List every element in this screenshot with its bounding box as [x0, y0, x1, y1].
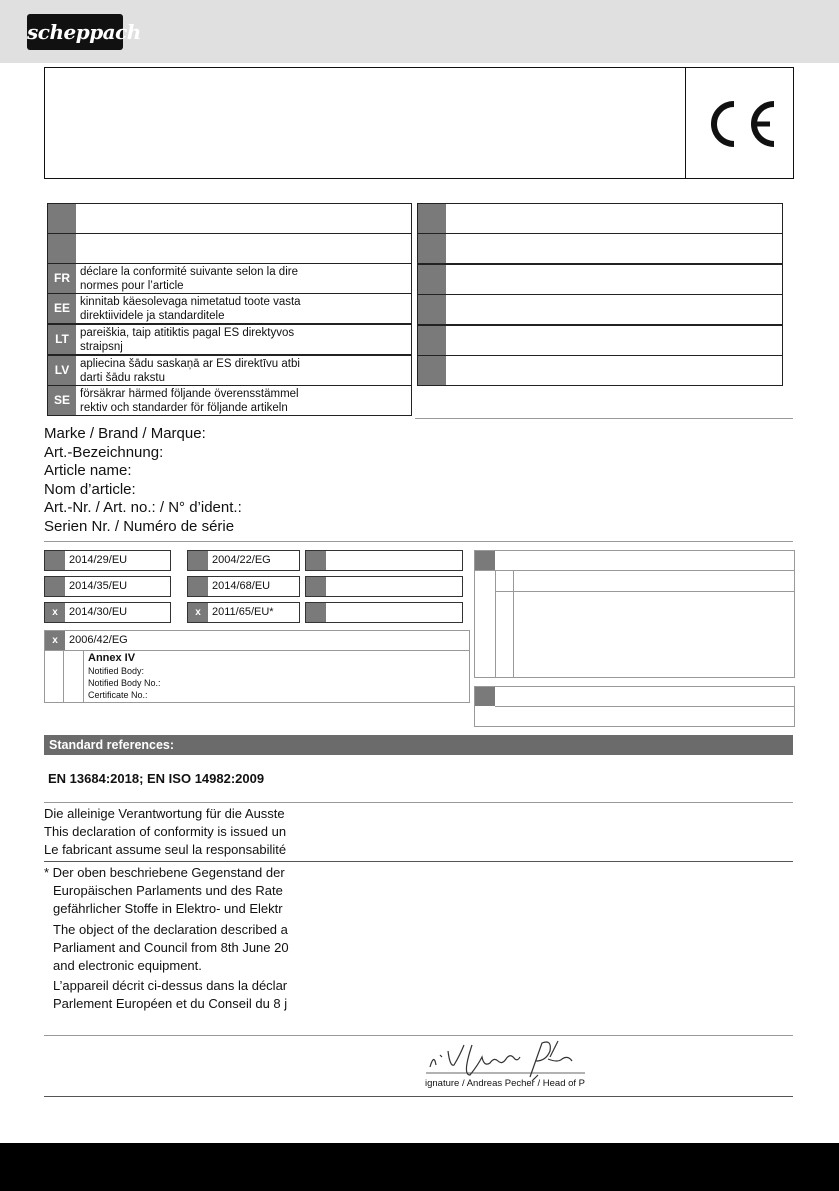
responsibility-block: [44, 805, 286, 859]
language-text: apliecina šādu saskaņā ar ES direktīvu atbi darti šādu rakstu: [80, 358, 300, 384]
notified-body-no-label: Notified Body No.:: [88, 678, 161, 688]
language-code-cell: [418, 204, 446, 233]
language-code-cell: [418, 234, 446, 263]
directive-checkbox: x: [188, 603, 208, 622]
rohs-note-de: [44, 864, 285, 918]
rohs-de-line: * Der oben beschriebene Gegenstand der: [44, 865, 285, 880]
language-code: SE: [48, 386, 76, 415]
annex-title: Annex IV: [88, 652, 136, 664]
rohs-en-line: The object of the declaration described a: [53, 922, 288, 937]
ce-mark-icon: [702, 98, 778, 150]
box-marker: [475, 687, 495, 706]
signature-caption: ignature / Andreas Pecher / Head of P: [425, 1078, 586, 1089]
divider: [495, 706, 794, 707]
divider: [44, 861, 793, 862]
divider: [63, 650, 64, 702]
directive-label: 2014/29/EU: [69, 554, 128, 566]
directive-label: 2014/35/EU: [69, 580, 128, 592]
divider: [45, 650, 469, 651]
directive-checkbox: [45, 577, 65, 596]
box-marker: [475, 551, 495, 570]
divider: [44, 1096, 793, 1097]
language-row: [417, 233, 783, 264]
language-row-se: [47, 385, 412, 416]
directive-checkbox: [188, 551, 208, 570]
standard-references-heading: Standard references:: [49, 738, 175, 752]
directive-box: [44, 602, 171, 623]
language-code: EE: [48, 294, 76, 323]
directive-box-empty: [305, 576, 463, 597]
language-code: [48, 204, 76, 233]
directive-label: 2004/22/EG: [212, 554, 271, 566]
language-text: déclare la conformité suivante selon la dire normes pour l’article: [80, 266, 298, 292]
directive-label: 2014/68/EU: [212, 580, 271, 592]
language-text: pareiškia, taip atitiktis pagal ES direktyvos straipsnj: [80, 327, 295, 353]
directive-box: [187, 576, 300, 597]
rohs-en-line: Parliament and Council from 8th June 20: [53, 940, 289, 955]
rohs-note-fr: [53, 977, 287, 1013]
responsibility-de: Die alleinige Verantwortung für die Ausste: [44, 806, 285, 821]
rohs-de-line: Europäischen Parlaments und des Rate: [53, 883, 283, 898]
directive-checkbox: [188, 577, 208, 596]
directive-checkbox: [306, 577, 326, 596]
rohs-note-en: [53, 921, 289, 975]
machinery-directive-box: [44, 630, 470, 703]
standard-references-bar: [44, 735, 793, 755]
ce-divider: [685, 67, 686, 179]
directive-checkbox: [306, 603, 326, 622]
language-row: [417, 203, 783, 234]
brand-label: Marke / Brand / Marque:: [44, 425, 206, 442]
rohs-de-line: gefährlicher Stoffe in Elektro- und Elektr: [53, 901, 283, 916]
language-code: [48, 234, 76, 263]
declaration-title-box: [44, 67, 794, 179]
directive-box-empty: [305, 602, 463, 623]
language-code-cell: [418, 295, 446, 324]
directive-box: [44, 550, 171, 571]
directive-checkbox: [306, 551, 326, 570]
language-code-cell: [418, 326, 446, 355]
directive-checkbox: [45, 551, 65, 570]
language-row: [47, 233, 412, 264]
serial-number-label: Serien Nr. / Numéro de série: [44, 517, 235, 535]
language-code: LT: [48, 325, 76, 354]
language-row-ee: [47, 293, 412, 324]
language-row: [417, 294, 783, 325]
empty-box-right: [474, 686, 795, 727]
language-row: [417, 325, 783, 356]
directive-box: [44, 576, 171, 597]
directive-checkbox: x: [45, 603, 65, 622]
language-code: FR: [48, 264, 76, 293]
scheppach-logo: scheppach: [27, 14, 123, 50]
rohs-en-line: and electronic equipment.: [53, 958, 202, 973]
divider: [44, 541, 793, 542]
directive-label: 2006/42/EG: [69, 634, 128, 646]
language-row-fr: [47, 263, 412, 294]
divider: [475, 570, 794, 571]
rohs-fr-line: L’appareil décrit ci-dessus dans la déclar: [53, 978, 288, 993]
language-code-cell: [418, 356, 446, 385]
divider: [83, 650, 84, 702]
footer-bar: [0, 1143, 839, 1191]
divider: [44, 1035, 793, 1036]
language-row: [417, 355, 783, 386]
language-code-cell: [418, 265, 446, 294]
language-text: kinnitab käesolevaga nimetatud toote vasta direktiividele ja standarditele: [80, 296, 301, 322]
article-name-label: Article name:: [44, 462, 132, 479]
art-number-label: Art.-Nr. / Art. no.: / N° d’ident.:: [44, 499, 242, 516]
divider: [44, 802, 793, 803]
directive-label: 2011/65/EU*: [212, 606, 274, 618]
art-designation-label: Art.-Bezeichnung:: [44, 443, 164, 461]
divider: [415, 418, 793, 419]
language-code: LV: [48, 356, 76, 385]
divider: [495, 570, 496, 677]
certificate-no-label: Certificate No.:: [88, 690, 148, 700]
product-info: [44, 425, 242, 536]
standard-references-value: EN 13684:2018; EN ISO 14982:2009: [48, 771, 265, 786]
annex-block: [88, 652, 161, 701]
language-text: försäkrar härmed följande överensstämmel rektiv och standarder för följande artikeln: [80, 388, 299, 414]
signature-image: [420, 1037, 590, 1081]
directive-checkbox: x: [45, 631, 65, 650]
rohs-fr-line: Parlement Européen et du Conseil du 8 j: [53, 996, 288, 1011]
responsibility-en: This declaration of conformity is issued un: [44, 824, 287, 839]
directive-box-empty: [305, 550, 463, 571]
responsibility-fr: Le fabricant assume seul la responsabilité: [44, 842, 287, 857]
language-row-lv: [47, 355, 412, 386]
nom-article-label: Nom d’article:: [44, 480, 136, 498]
divider: [495, 591, 794, 592]
language-row: [417, 264, 783, 295]
directive-box: [187, 602, 300, 623]
divider: [513, 570, 514, 677]
directive-label: 2014/30/EU: [69, 606, 128, 618]
directive-box: [187, 550, 300, 571]
language-row-lt: [47, 324, 412, 355]
empty-box-right: [474, 550, 795, 678]
language-row: [47, 203, 412, 234]
notified-body-label: Notified Body:: [88, 666, 145, 676]
